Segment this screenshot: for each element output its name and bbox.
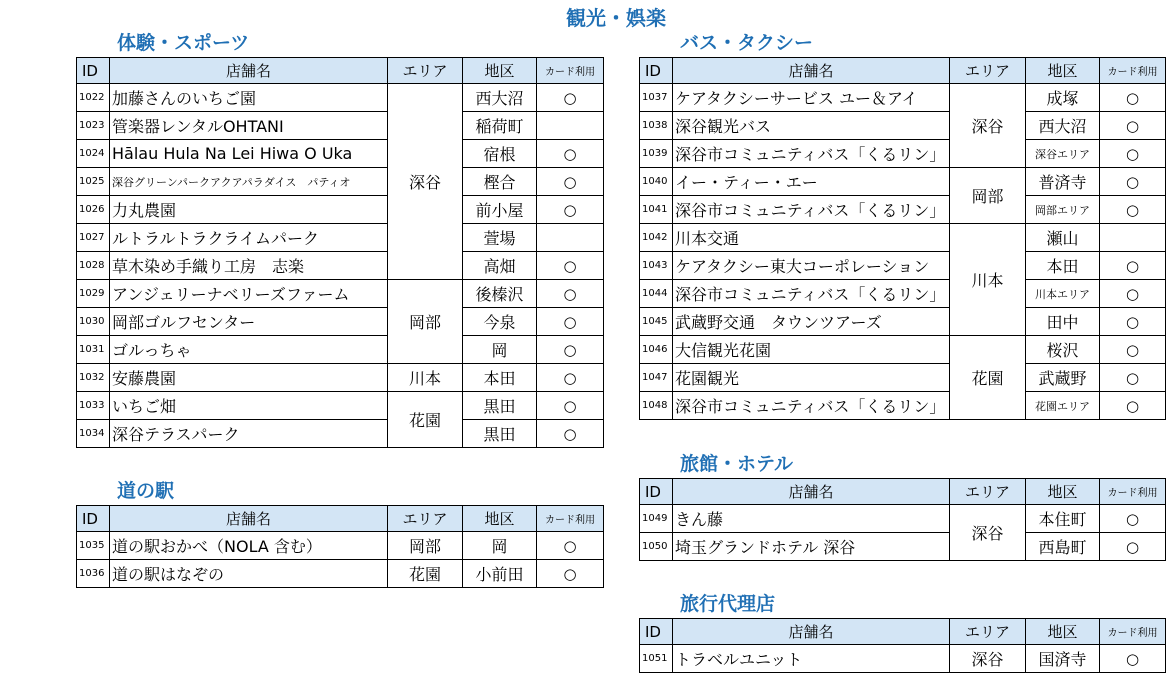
header-card: カード利用 [537,58,604,84]
bus-taxi-table [639,57,1166,420]
row-id: 1030 [77,308,110,336]
table-header-row [640,619,1166,645]
table-row [640,533,1166,561]
row-name: 深谷観光バス [673,112,950,140]
header-card: カード利用 [1100,58,1166,84]
row-name: 管楽器レンタルOHTANI [110,112,388,140]
row-id: 1031 [77,336,110,364]
table-row [640,280,1166,308]
header-name: 店舗名 [110,58,388,84]
row-district: 田中 [1026,308,1100,336]
row-card: ○ [1100,252,1166,280]
row-id: 1027 [77,224,110,252]
row-id: 1040 [640,168,673,196]
travel-agency-table [639,618,1166,673]
row-name: 深谷市コミュニティバス「くるリン」 [673,140,950,168]
row-id: 1043 [640,252,673,280]
row-name: 加藤さんのいちご園 [110,84,388,112]
row-id: 1041 [640,196,673,224]
header-district: 地区 [1026,58,1100,84]
row-name: いちご畑 [110,392,388,420]
row-area: 花園 [388,392,463,448]
header-district: 地区 [1026,479,1100,505]
row-card: ○ [1100,533,1166,561]
section-title-experience-sports: 体験・スポーツ [117,32,250,54]
table-row [77,532,604,560]
table-header-row [77,506,604,532]
row-id: 1029 [77,280,110,308]
row-card: ○ [537,560,604,588]
row-district: 黒田 [463,392,537,420]
experience-sports-table [76,57,604,448]
row-area: 深谷 [388,84,463,280]
row-card: ○ [537,336,604,364]
row-district: 宿根 [463,140,537,168]
row-name: トラベルユニット [673,645,950,673]
row-card: ○ [1100,196,1166,224]
row-area: 岡部 [950,168,1026,224]
header-district: 地区 [463,506,537,532]
row-name: Hālau Hula Na Lei Hiwa O Uka [110,140,388,168]
table-row [77,560,604,588]
row-card: ○ [1100,392,1166,420]
row-id: 1028 [77,252,110,280]
header-name: 店舗名 [673,619,950,645]
row-district: 岡 [463,532,537,560]
row-name: イー・ティー・エー [673,168,950,196]
row-card: ○ [537,280,604,308]
row-district: 前小屋 [463,196,537,224]
row-card: ○ [537,196,604,224]
row-area: 岡部 [388,532,463,560]
row-card [1100,224,1166,252]
row-card: ○ [1100,505,1166,533]
row-card: ○ [1100,168,1166,196]
row-name: きん藤 [673,505,950,533]
row-card: ○ [537,532,604,560]
row-name: ケアタクシー東大コーポレーション [673,252,950,280]
row-district: 西大沼 [463,84,537,112]
ryokan-hotel-table [639,478,1166,561]
row-id: 1026 [77,196,110,224]
row-district: 国済寺 [1026,645,1100,673]
row-card [537,224,604,252]
row-district: 成塚 [1026,84,1100,112]
row-area: 深谷 [950,505,1026,561]
row-card: ○ [537,84,604,112]
table-row [77,280,604,308]
row-district: 稲荷町 [463,112,537,140]
row-name: 力丸農園 [110,196,388,224]
row-area: 深谷 [950,84,1026,168]
table-row [77,420,604,448]
header-district: 地区 [463,58,537,84]
row-id: 1049 [640,505,673,533]
row-id: 1032 [77,364,110,392]
header-id: ID [640,479,673,505]
header-area: エリア [950,619,1026,645]
row-name: ゴルっちゃ [110,336,388,364]
table-header-row [77,58,604,84]
row-name: 深谷テラスパーク [110,420,388,448]
table-row [640,196,1166,224]
row-district: 桜沢 [1026,336,1100,364]
header-name: 店舗名 [673,479,950,505]
row-card: ○ [537,392,604,420]
row-card: ○ [1100,140,1166,168]
row-district: 後榛沢 [463,280,537,308]
row-id: 1051 [640,645,673,673]
row-card: ○ [537,252,604,280]
row-area: 花園 [388,560,463,588]
table-row [640,392,1166,420]
row-name: 川本交通 [673,224,950,252]
table-row [640,505,1166,533]
table-row [640,252,1166,280]
row-card: ○ [537,140,604,168]
row-name: 岡部ゴルフセンター [110,308,388,336]
table-row [77,308,604,336]
row-district: 小前田 [463,560,537,588]
table-row [640,112,1166,140]
row-id: 1024 [77,140,110,168]
table-row [640,308,1166,336]
row-id: 1036 [77,560,110,588]
table-row [77,364,604,392]
table-row [640,224,1166,252]
table-row [77,168,604,196]
header-name: 店舗名 [673,58,950,84]
row-name: 大信観光花園 [673,336,950,364]
row-card: ○ [1100,364,1166,392]
michi-no-eki-table [76,505,604,588]
table-row [77,84,604,112]
table-row [640,645,1166,673]
table-row [77,224,604,252]
row-district: 花園エリア [1026,392,1100,420]
row-id: 1037 [640,84,673,112]
row-name: 深谷市コミュニティバス「くるリン」 [673,392,950,420]
header-name: 店舗名 [110,506,388,532]
row-id: 1034 [77,420,110,448]
row-area: 川本 [388,364,463,392]
header-card: カード利用 [537,506,604,532]
header-id: ID [77,58,110,84]
table-row [640,364,1166,392]
row-district: 武蔵野 [1026,364,1100,392]
header-id: ID [640,619,673,645]
row-card: ○ [1100,280,1166,308]
row-district: 西島町 [1026,533,1100,561]
header-area: エリア [388,506,463,532]
section-title-travel-agency: 旅行代理店 [680,593,776,615]
row-area: 川本 [950,224,1026,336]
row-district: 川本エリア [1026,280,1100,308]
row-card: ○ [1100,336,1166,364]
row-name: 安藤農園 [110,364,388,392]
row-id: 1038 [640,112,673,140]
header-card: カード利用 [1100,619,1166,645]
row-name: 道の駅はなぞの [110,560,388,588]
row-district: 岡 [463,336,537,364]
row-id: 1025 [77,168,110,196]
row-name: ケアタクシーサービス ユー＆アイ [673,84,950,112]
table-row [77,112,604,140]
row-card: ○ [537,308,604,336]
table-row [77,140,604,168]
row-card: ○ [1100,84,1166,112]
row-card: ○ [1100,112,1166,140]
row-district: 本田 [1026,252,1100,280]
row-id: 1023 [77,112,110,140]
row-district: 高畑 [463,252,537,280]
table-header-row [640,58,1166,84]
row-name: 道の駅おかべ（NOLA 含む） [110,532,388,560]
row-area: 岡部 [388,280,463,364]
row-id: 1035 [77,532,110,560]
table-header-row [640,479,1166,505]
row-id: 1047 [640,364,673,392]
header-district: 地区 [1026,619,1100,645]
row-district: 今泉 [463,308,537,336]
row-name: ルトラルトラクライムパーク [110,224,388,252]
header-card: カード利用 [1100,479,1166,505]
table-row [640,336,1166,364]
row-district: 樫合 [463,168,537,196]
table-row [77,392,604,420]
row-district: 本田 [463,364,537,392]
section-title-bus-taxi: バス・タクシー [680,32,814,54]
header-id: ID [77,506,110,532]
page-title: 観光・娯楽 [566,6,666,30]
row-name: アンジェリーナベリーズファーム [110,280,388,308]
section-title-ryokan-hotel: 旅館・ホテル [680,453,794,475]
row-card: ○ [537,364,604,392]
row-id: 1033 [77,392,110,420]
row-id: 1050 [640,533,673,561]
table-row [640,140,1166,168]
row-card [537,112,604,140]
table-row [77,196,604,224]
header-area: エリア [950,58,1026,84]
row-district: 西大沼 [1026,112,1100,140]
header-area: エリア [950,479,1026,505]
row-district: 瀬山 [1026,224,1100,252]
row-id: 1046 [640,336,673,364]
table-row [640,84,1166,112]
table-row [77,252,604,280]
row-id: 1048 [640,392,673,420]
row-name: 草木染め手織り工房 志楽 [110,252,388,280]
row-name: 深谷グリーンパークアクアパラダイス パティオ [110,168,388,196]
row-area: 深谷 [950,645,1026,673]
row-name: 埼玉グランドホテル 深谷 [673,533,950,561]
row-district: 普済寺 [1026,168,1100,196]
row-id: 1039 [640,140,673,168]
row-district: 萱場 [463,224,537,252]
row-card: ○ [537,168,604,196]
table-row [77,336,604,364]
row-district: 深谷エリア [1026,140,1100,168]
row-name: 花園観光 [673,364,950,392]
row-id: 1045 [640,308,673,336]
row-id: 1044 [640,280,673,308]
row-card: ○ [1100,645,1166,673]
row-name: 深谷市コミュニティバス「くるリン」 [673,280,950,308]
section-title-michi-no-eki: 道の駅 [117,480,175,502]
table-row [640,168,1166,196]
header-id: ID [640,58,673,84]
row-card: ○ [1100,308,1166,336]
header-area: エリア [388,58,463,84]
row-area: 花園 [950,336,1026,420]
row-name: 武蔵野交通 タウンツアーズ [673,308,950,336]
row-card: ○ [537,420,604,448]
row-id: 1022 [77,84,110,112]
row-district: 本住町 [1026,505,1100,533]
row-name: 深谷市コミュニティバス「くるリン」 [673,196,950,224]
row-district: 岡部エリア [1026,196,1100,224]
row-id: 1042 [640,224,673,252]
row-district: 黒田 [463,420,537,448]
